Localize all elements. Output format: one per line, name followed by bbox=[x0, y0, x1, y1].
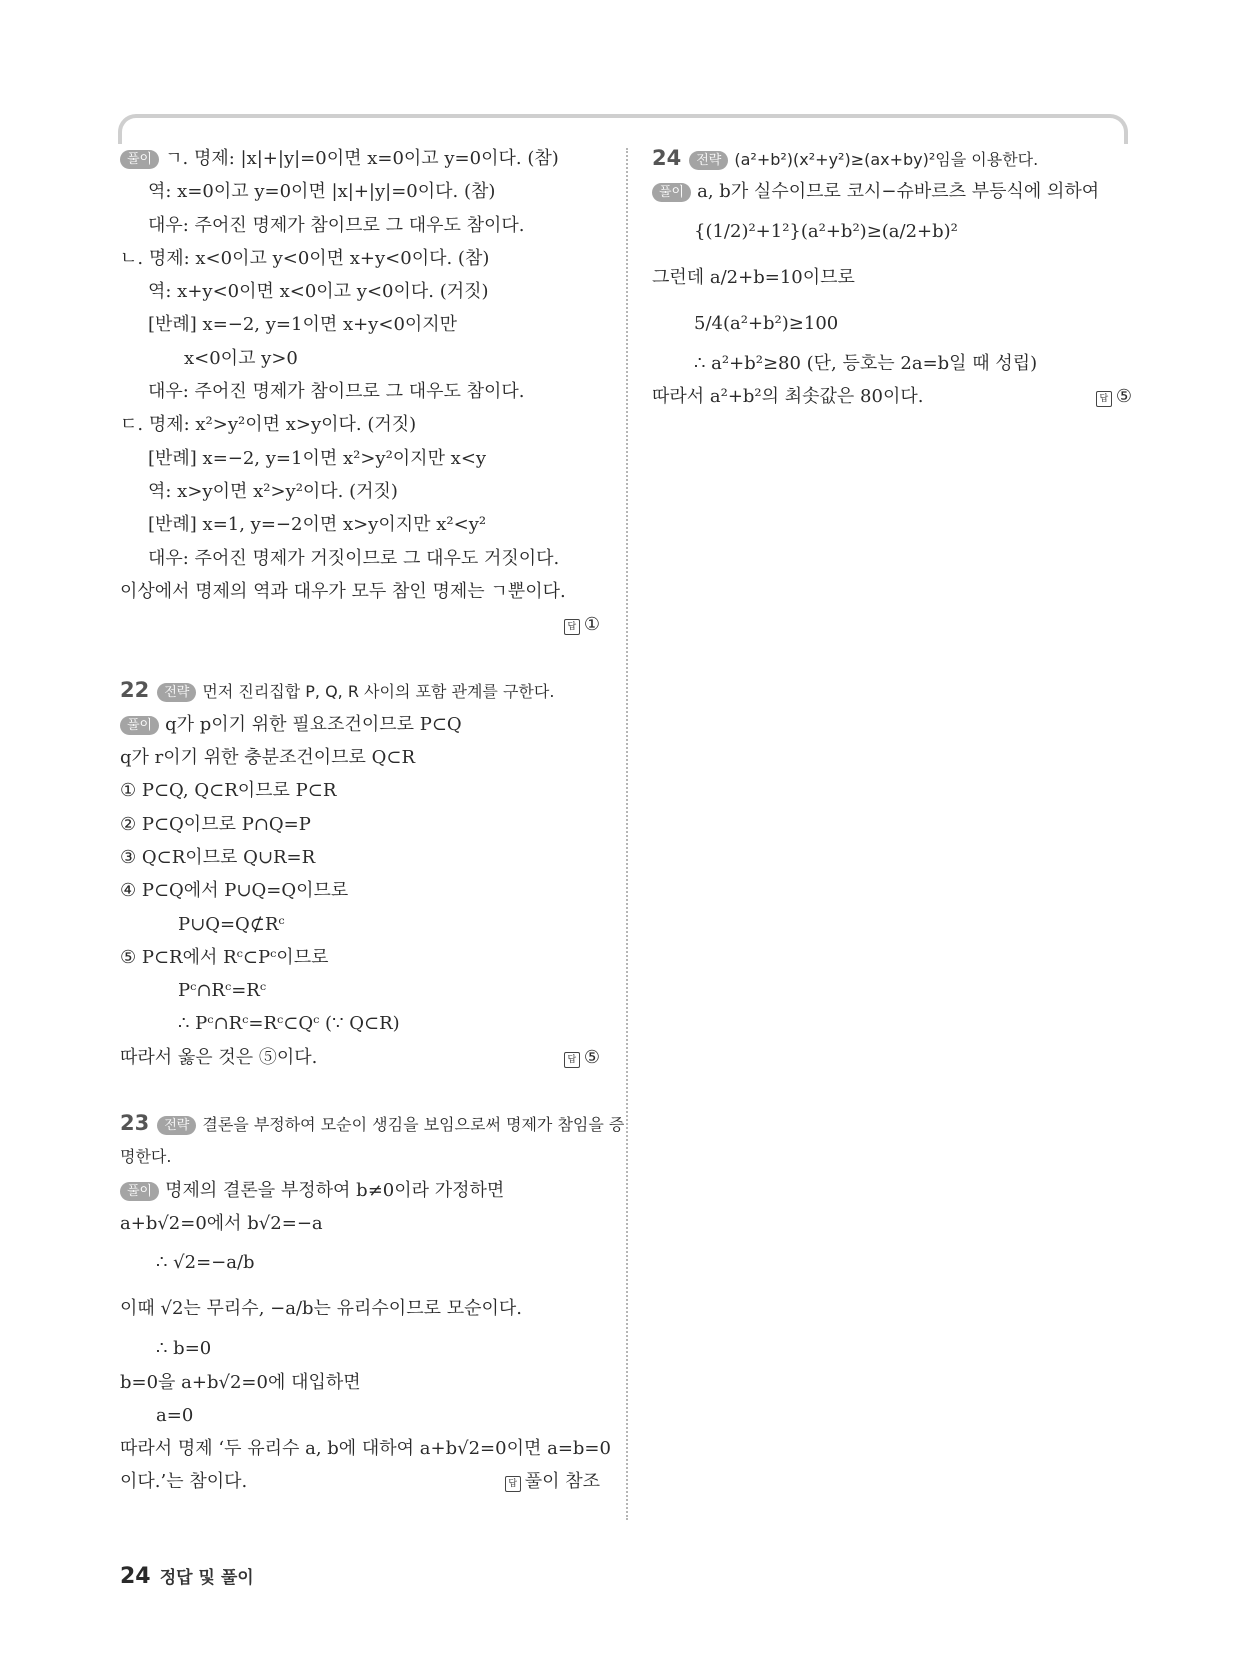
q21-line: 역: x=0이고 y=0이면 |x|+|y|=0이다. (참) bbox=[148, 181, 496, 203]
q21-line: [반례] x=1, y=−2이면 x>y이지만 x²<y² bbox=[148, 514, 487, 536]
page-footer bbox=[120, 1563, 254, 1589]
q22-line: ④ P⊂Q에서 P∪Q=Q이므로 bbox=[120, 880, 349, 902]
strategy-tag: 전략 bbox=[689, 151, 728, 170]
q23-line: 이때 √2는 무리수, −a/b는 유리수이므로 모순이다. bbox=[120, 1298, 522, 1320]
q22-line: q가 r이기 위한 충분조건이므로 Q⊂R bbox=[120, 747, 416, 769]
q24-line: 따라서 a²+b²의 최솟값은 80이다. 답 ⑤ bbox=[652, 380, 1132, 413]
page-header-frame bbox=[118, 114, 1128, 144]
q21-line: 역: x>y이면 x²>y²이다. (거짓) bbox=[148, 480, 398, 502]
q23-line: 따라서 명제 ‘두 유리수 a, b에 대하여 a+b√2=0이면 a=b=0 bbox=[120, 1438, 611, 1460]
page-number: 24 bbox=[120, 1564, 151, 1589]
q24-line: 풀이 a, b가 실수이므로 코시−슈바르츠 부등식에 의하여 bbox=[652, 175, 1132, 208]
q23-line: a=0 bbox=[156, 1404, 194, 1426]
q22-line: Pᶜ∩Rᶜ=Rᶜ bbox=[178, 980, 267, 1002]
q22-line: P∪Q=Q⊄Rᶜ bbox=[178, 913, 285, 935]
q22-header: 22 전략 먼저 진리집합 P, Q, R 사이의 포함 관계를 구한다. bbox=[120, 678, 555, 703]
strategy-tag: 전략 bbox=[157, 683, 196, 702]
q21-line: ㄴ. 명제: x<0이고 y<0이면 x+y<0이다. (참) bbox=[120, 247, 490, 269]
q22-line: 따라서 옳은 것은 ⑤이다. 답 ⑤ bbox=[120, 1041, 600, 1074]
solution-tag: 풀이 bbox=[120, 1182, 159, 1201]
q23-answer: 답 풀이 참조 bbox=[505, 1465, 600, 1498]
q22-line: 풀이 q가 p이기 위한 필요조건이므로 P⊂Q bbox=[120, 708, 600, 741]
q22-line: ∴ Pᶜ∩Rᶜ=Rᶜ⊂Qᶜ (∵ Q⊂R) bbox=[178, 1013, 400, 1035]
q23-header: 23 전략 결론을 부정하여 모순이 생김을 보임으로써 명제가 참임을 증 bbox=[120, 1111, 625, 1136]
answer-icon: 답 bbox=[505, 1476, 521, 1492]
q21-line: 이상에서 명제의 역과 대우가 모두 참인 명제는 ㄱ뿐이다. bbox=[120, 580, 566, 602]
q23-line: b=0을 a+b√2=0에 대입하면 bbox=[120, 1371, 361, 1393]
q23-strategy-cont: 명한다. bbox=[120, 1147, 172, 1167]
q21-answer-row bbox=[120, 608, 600, 641]
question-number: 23 bbox=[120, 1111, 150, 1136]
q24-line: 5/4(a²+b²)≥100 bbox=[694, 312, 839, 334]
left-column bbox=[120, 142, 625, 1499]
q22-answer: 답 ⑤ bbox=[564, 1041, 600, 1074]
q24-line: ∴ a²+b²≥80 (단, 등호는 2a=b일 때 성립) bbox=[694, 352, 1038, 374]
q23-line: ∴ b=0 bbox=[156, 1338, 212, 1360]
answer-icon: 답 bbox=[1096, 391, 1112, 407]
q21-answer: 답 ① bbox=[564, 608, 600, 641]
answer-icon: 답 bbox=[564, 619, 580, 635]
question-number: 22 bbox=[120, 678, 150, 703]
q21-line: [반례] x=−2, y=1이면 x²>y²이지만 x<y bbox=[148, 447, 487, 469]
right-column bbox=[652, 142, 1132, 413]
q24-line: {(1/2)²+1²}(a²+b²)≥(a/2+b)² bbox=[694, 220, 958, 242]
q21-line: x<0이고 y>0 bbox=[184, 347, 298, 369]
q24-header: 24 전략 (a²+b²)(x²+y²)≥(ax+by)²임을 이용한다. bbox=[652, 146, 1039, 170]
q21-line: [반례] x=−2, y=1이면 x+y<0이지만 bbox=[148, 314, 458, 336]
solution-tag: 풀이 bbox=[652, 183, 691, 202]
q22-line: ⑤ P⊂R에서 Rᶜ⊂Pᶜ이므로 bbox=[120, 946, 329, 968]
q21-line: 풀이 ㄱ. 명제: |x|+|y|=0이면 x=0이고 y=0이다. (참) bbox=[120, 142, 600, 175]
solution-tag: 풀이 bbox=[120, 716, 159, 735]
solution-tag: 풀이 bbox=[120, 150, 159, 169]
q21-line: ㄷ. 명제: x²>y²이면 x>y이다. (거짓) bbox=[120, 414, 417, 436]
q23-line: 풀이 명제의 결론을 부정하여 b≠0이라 가정하면 bbox=[120, 1174, 600, 1207]
q21-line: 대우: 주어진 명제가 거짓이므로 그 대우도 거짓이다. bbox=[148, 547, 560, 569]
answer-icon: 답 bbox=[564, 1052, 580, 1068]
q23-line: ∴ √2=−a/b bbox=[156, 1252, 255, 1274]
q22-line: ① P⊂Q, Q⊂R이므로 P⊂R bbox=[120, 780, 337, 802]
q22-line: ③ Q⊂R이므로 Q∪R=R bbox=[120, 846, 316, 868]
book-section-title: 정답 및 풀이 bbox=[159, 1568, 254, 1588]
q24-line: 그런데 a/2+b=10이므로 bbox=[652, 266, 855, 288]
q21-line: 대우: 주어진 명제가 참이므로 그 대우도 참이다. bbox=[148, 381, 525, 403]
q21-line: 역: x+y<0이면 x<0이고 y<0이다. (거짓) bbox=[148, 281, 489, 303]
q23-line: a+b√2=0에서 b√2=−a bbox=[120, 1212, 323, 1234]
strategy-tag: 전략 bbox=[157, 1116, 196, 1135]
q24-answer: 답 ⑤ bbox=[1096, 380, 1132, 413]
q22-line: ② P⊂Q이므로 P∩Q=P bbox=[120, 813, 311, 835]
q21-line: 대우: 주어진 명제가 참이므로 그 대우도 참이다. bbox=[148, 214, 525, 236]
question-number: 24 bbox=[652, 146, 682, 170]
q23-line: 이다.’는 참이다. 답 풀이 참조 bbox=[120, 1465, 600, 1498]
column-divider bbox=[626, 148, 628, 1520]
